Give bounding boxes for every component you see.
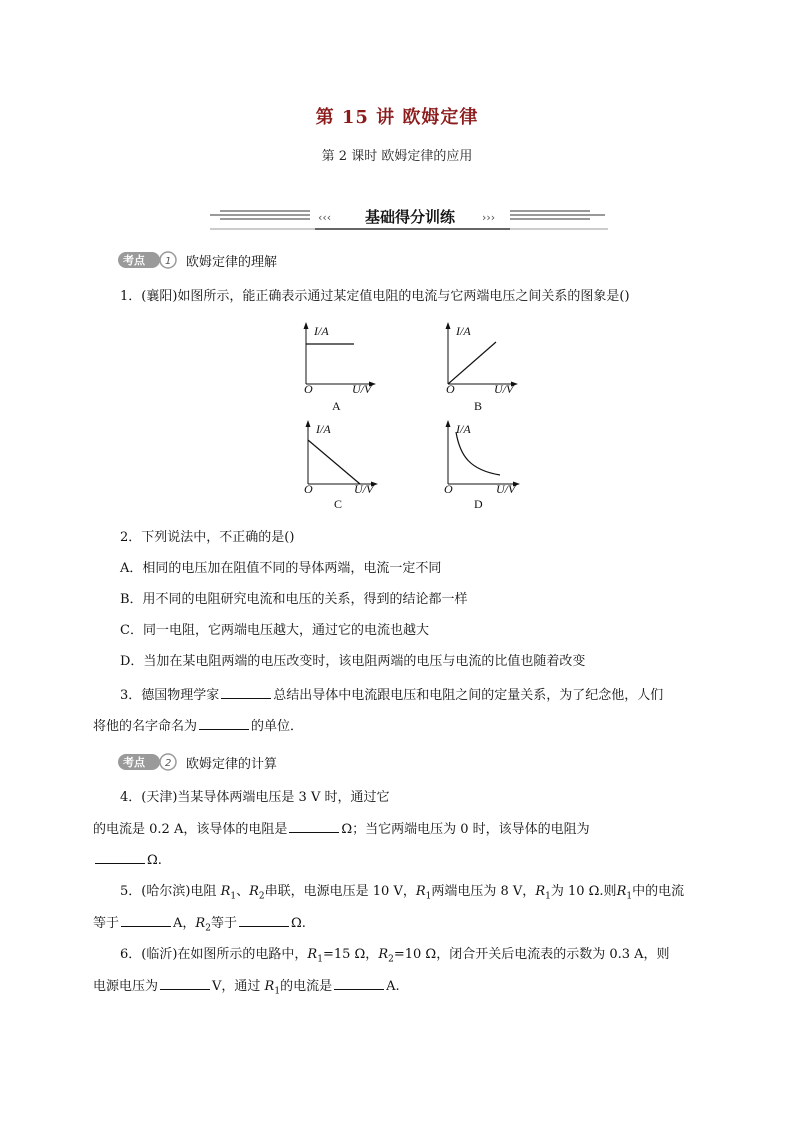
question-6-line-2 (93, 976, 400, 1002)
r1-symbol: R (307, 947, 318, 962)
r1-symbol: R (264, 979, 275, 994)
question-5-part-6: 等于 (93, 916, 120, 931)
question-6-part-6: 的电流是 (280, 979, 333, 994)
r2-subscript: 2 (388, 954, 394, 965)
question-3-blank-1[interactable] (221, 685, 271, 699)
graph-a-y-label: I/A (314, 324, 329, 338)
graph-c-x-label: U/V (354, 482, 374, 496)
graph-b-y-label: I/A (456, 324, 471, 338)
graph-a-x-label: U/V (352, 382, 372, 396)
graph-b-option: B (474, 399, 483, 413)
question-5-part-1: 5．(哈尔滨)电阻 (120, 884, 221, 899)
question-6-part-4: 电源电压为 (93, 979, 159, 994)
question-3-part-3: 将他的名字命名为 (93, 719, 198, 734)
question-2-option-d: D．当加在某电阻两端的电压改变时，该电阻两端的电压与电流的比值也随着改变 (120, 654, 586, 669)
graph-d-y-label: I/A (456, 422, 471, 436)
question-2-option-c: C．同一电阻，它两端电压越大，通过它的电流也越大 (120, 623, 429, 638)
question-5-blank-2[interactable] (239, 913, 289, 927)
r1-symbol: R (220, 884, 231, 899)
graph-d (438, 420, 520, 512)
graph-b (438, 322, 518, 412)
question-5-separator: 、 (236, 884, 250, 899)
kaodian-badge-icon (118, 752, 178, 772)
question-4-blank-1[interactable] (289, 819, 339, 833)
question-6-part-3: =10 Ω，闭合开关后电流表的示数为 0.3 A，则 (393, 947, 670, 962)
question-4-line-2 (93, 819, 590, 840)
svg-text:‹‹‹: ‹‹‹ (318, 211, 332, 224)
r1-subscript: 1 (230, 891, 237, 902)
page-title: 第 15 讲 欧姆定律 (315, 107, 479, 128)
graph-d-x-label: U/V (496, 482, 516, 496)
r1-symbol: R (415, 884, 426, 899)
svg-text:2: 2 (165, 758, 172, 769)
question-2-text: 2．下列说法中，不正确的是() (120, 530, 295, 545)
question-4-line-3 (93, 850, 162, 871)
question-4-blank-2[interactable] (95, 850, 145, 864)
banner-title: 基础得分训练 (364, 208, 455, 226)
r1-subscript: 1 (317, 954, 323, 965)
question-4-part-1: 的电流是 0.2 A，该导体的电阻是 (93, 822, 288, 837)
r2-symbol: R (195, 916, 206, 931)
question-2-option-b: B．用不同的电阻研究电流和电压的关系，得到的结论都一样 (120, 592, 468, 607)
question-6-part-5: V，通过 (212, 979, 265, 994)
question-4-part-3: Ω. (147, 853, 162, 868)
graph-c (298, 420, 378, 512)
question-3-part-4: 的单位． (251, 719, 304, 734)
question-5-part-8: 等于 (210, 916, 237, 931)
r2-symbol: R (249, 884, 259, 899)
svg-text:考点: 考点 (123, 756, 145, 769)
page-subtitle: 第 2 课时 欧姆定律的应用 (321, 149, 473, 164)
svg-text:1: 1 (165, 256, 172, 267)
kaodian-2-label: 欧姆定律的计算 (186, 756, 278, 772)
r1-subscript: 1 (274, 986, 281, 997)
question-6-blank-1[interactable] (160, 976, 210, 990)
question-3-part-2: 总结出导体中电流跟电压和电阻之间的定量关系，为了纪念他，人们 (273, 688, 664, 703)
question-5-part-5: 中的电流 (632, 884, 685, 899)
question-4-line-1: 4．(天津)当某导体两端电压是 3 V 时，通过它 (120, 790, 390, 805)
graph-b-x-label: U/V (494, 382, 514, 396)
question-1-text: 1．(襄阳)如图所示，能正确表示通过某定值电阻的电流与它两端电压之间关系的图象是() (120, 289, 630, 304)
question-6-line-1 (120, 945, 670, 970)
question-5-part-7: A， (173, 916, 196, 931)
kaodian-badge-icon (118, 250, 178, 270)
svg-text:考点: 考点 (123, 254, 145, 267)
kaodian-1-label: 欧姆定律的理解 (186, 254, 278, 270)
kaodian-1-heading (118, 250, 277, 270)
graph-c-option: C (334, 497, 343, 511)
r1-subscript: 1 (425, 891, 432, 902)
r2-subscript: 2 (205, 923, 211, 934)
graph-c-y-label: I/A (316, 422, 331, 436)
question-4-part-2: Ω；当它两端电压为 0 时，该导体的电阻为 (341, 822, 590, 837)
graph-a (296, 322, 376, 412)
question-5-line-2 (93, 913, 306, 939)
graph-b-origin: O (446, 382, 455, 396)
r2-symbol: R (378, 947, 389, 962)
svg-text:›››: ››› (482, 211, 496, 224)
r1-symbol: R (535, 884, 546, 899)
question-6-part-7: A. (386, 979, 400, 994)
section-banner (210, 205, 610, 231)
kaodian-2-heading (118, 752, 277, 772)
graph-c-origin: O (304, 482, 313, 496)
graph-a-option: A (332, 399, 341, 413)
r1-subscript: 1 (545, 891, 551, 902)
question-5-line-1 (120, 882, 684, 907)
question-5-part-9: Ω. (290, 916, 306, 931)
graph-a-origin: O (304, 382, 313, 396)
question-2-option-a: A．相同的电压加在阻值不同的导体两端，电流一定不同 (120, 561, 442, 576)
question-5-part-2: 串联，电源电压是 10 V， (264, 884, 416, 899)
question-3-line-1 (120, 685, 663, 706)
question-5-part-4: 为 10 Ω.则 (550, 884, 617, 899)
question-6-part-2: =15 Ω， (322, 947, 379, 962)
r2-subscript: 2 (258, 891, 265, 902)
graph-d-origin: O (444, 482, 453, 496)
r1-subscript: 1 (626, 891, 633, 902)
question-5-blank-1[interactable] (121, 913, 171, 927)
question-3-line-2 (93, 716, 303, 737)
graph-d-option: D (474, 497, 483, 511)
r1-symbol: R (616, 884, 627, 899)
question-3-part-1: 3．德国物理学家 (120, 688, 220, 703)
question-3-blank-2[interactable] (199, 716, 249, 730)
question-5-part-3: 两端电压为 8 V， (431, 884, 536, 899)
question-6-blank-2[interactable] (334, 976, 384, 990)
question-6-part-1: 6．(临沂)在如图所示的电路中， (120, 947, 308, 962)
